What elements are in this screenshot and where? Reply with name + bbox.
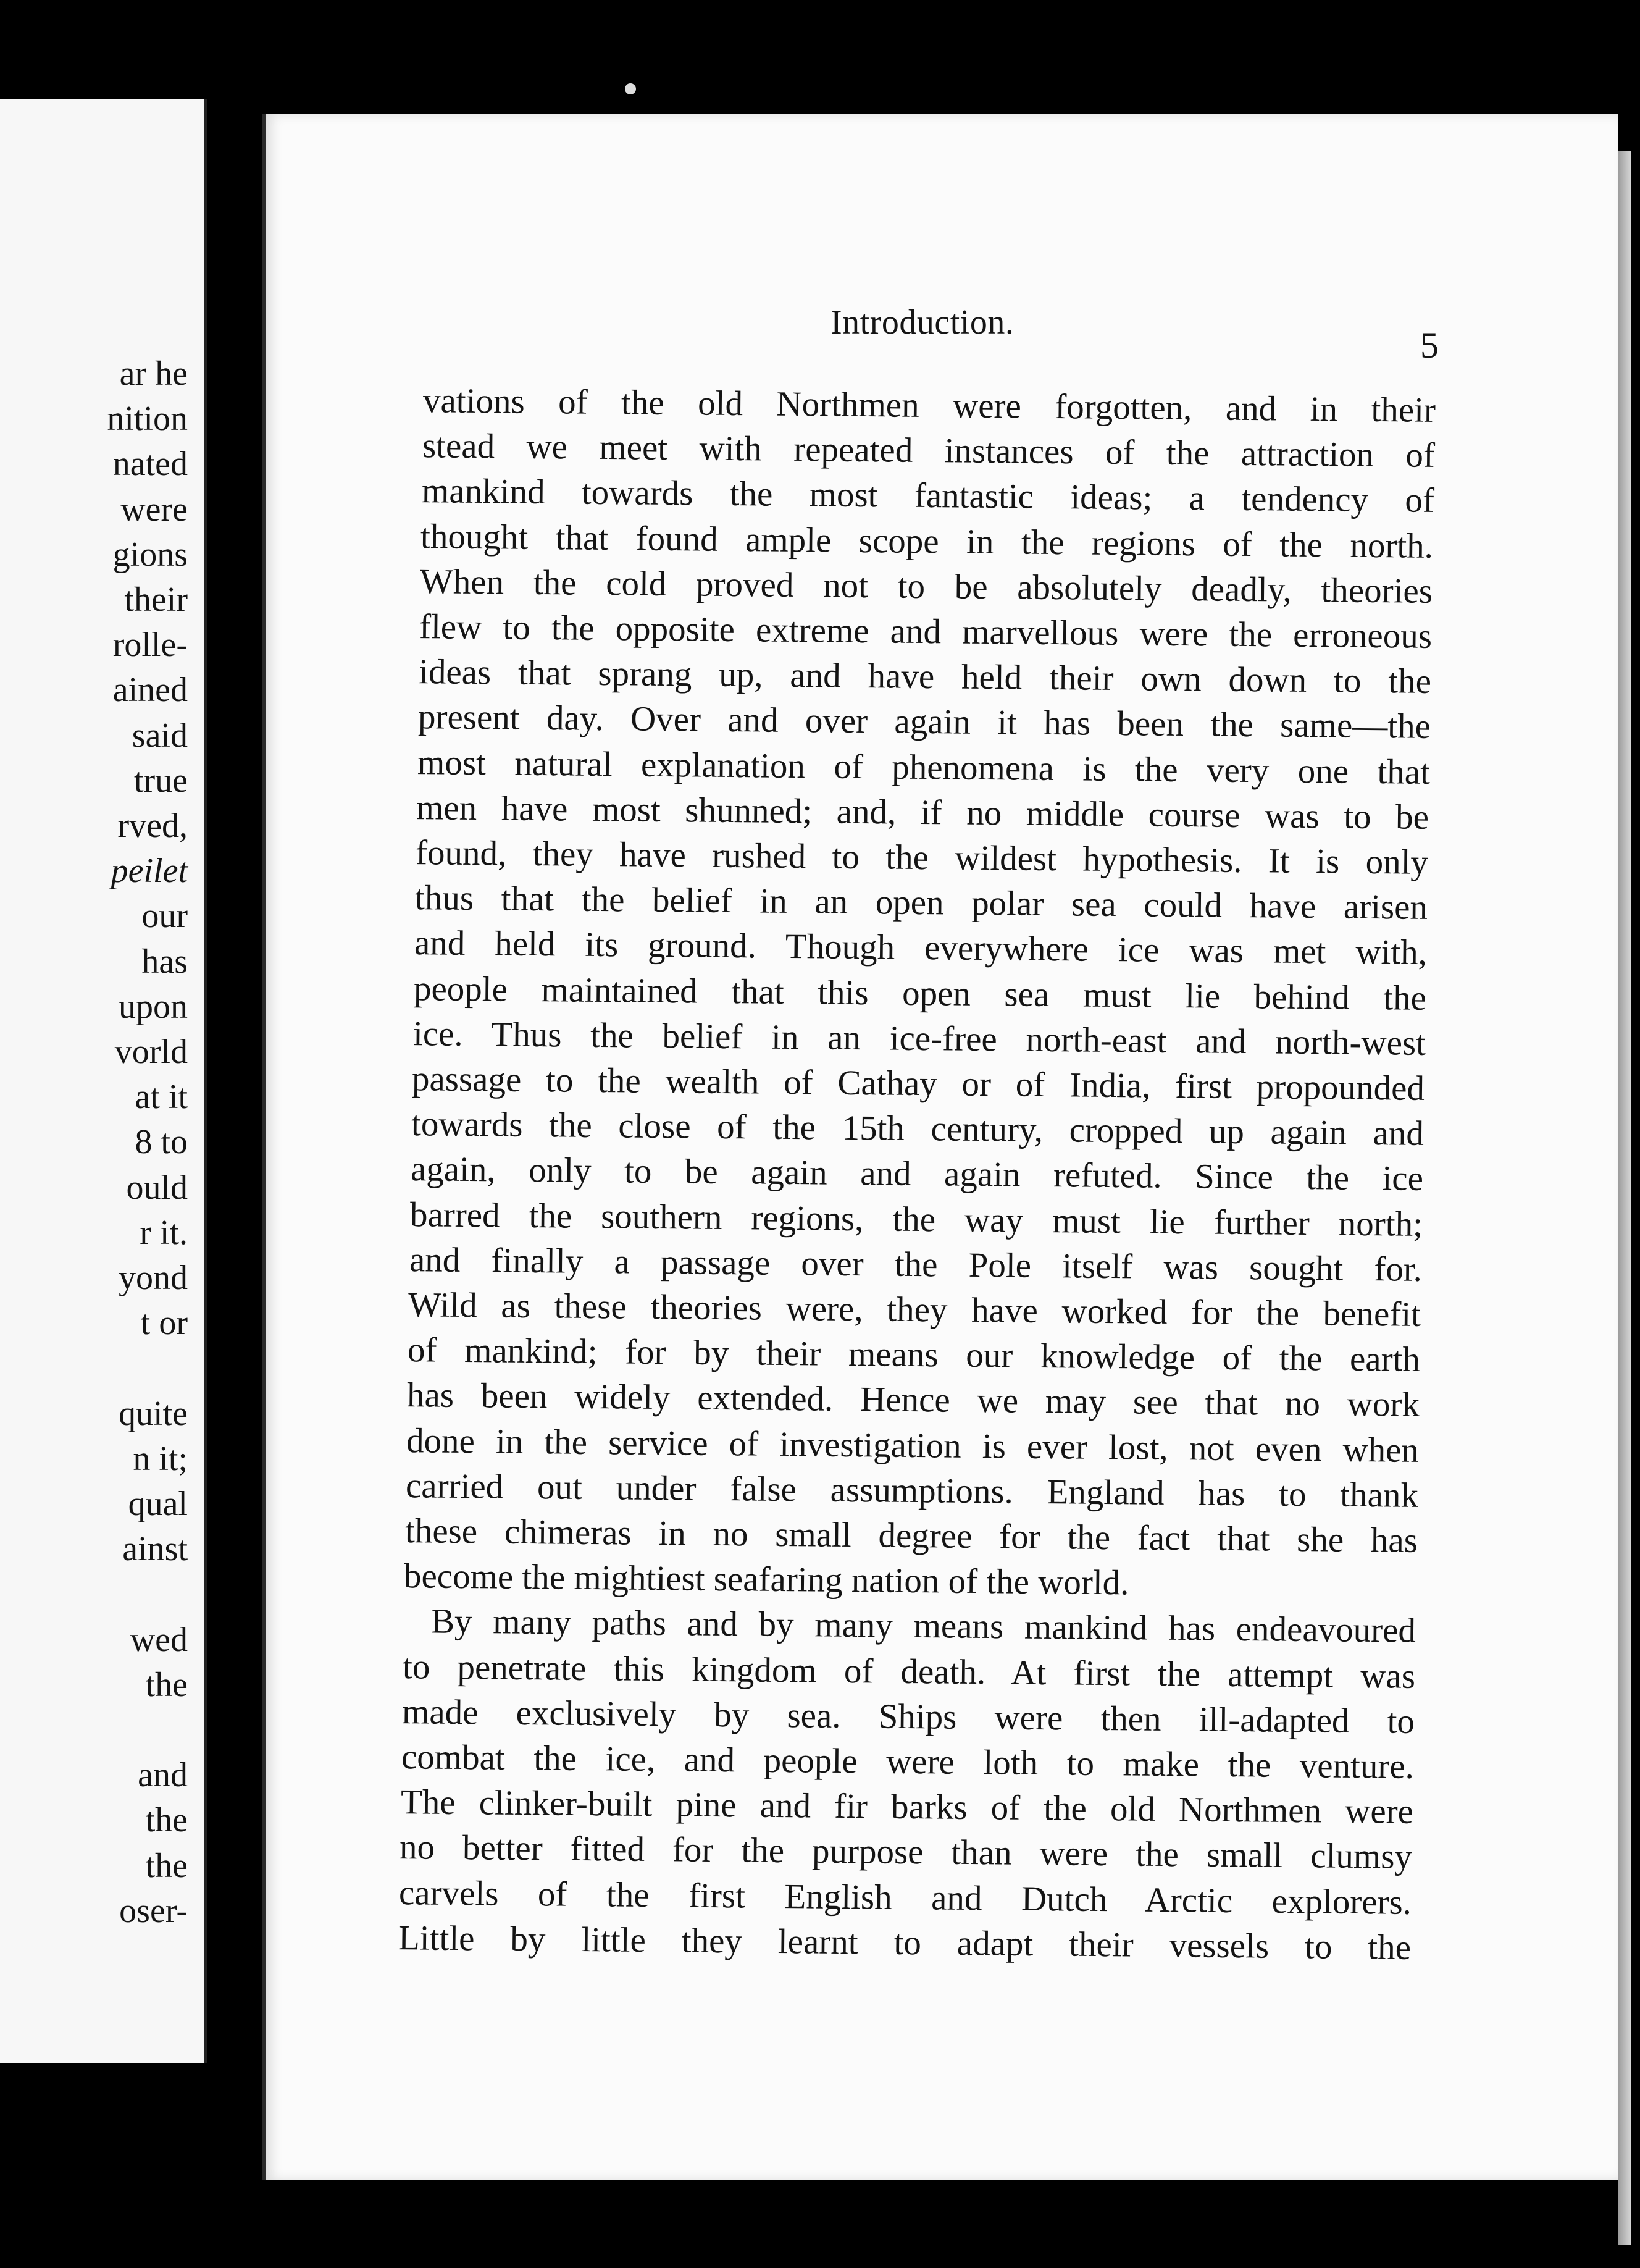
text-line: vations of the old Northmen were forgotten, and in their (422, 381, 1436, 430)
text-line: found, they have rushed to the wildest hypothesis. It is only (415, 833, 1429, 882)
text-line: and finally a passage over the Pole itself was sought for. (409, 1240, 1422, 1289)
text-line: and held its ground. Though everywhere ice was met with, (414, 923, 1428, 973)
left-page-fragment: the (145, 1665, 188, 1704)
left-page-fragment: ar he (119, 355, 188, 393)
left-page-fragment: their (124, 581, 188, 619)
left-page-fragment: n it; (133, 1439, 188, 1478)
text-line: men have most shunned; and, if no middle course was to be (416, 788, 1429, 837)
left-page-fragment: and (138, 1756, 188, 1795)
text-line: ice. Thus the belief in an ice-free north-east and north-west (412, 1014, 1426, 1063)
left-page-fragment: oser- (119, 1891, 188, 1930)
text-line: made exclusively by sea. Ships were then ill-adapted to (401, 1692, 1415, 1741)
left-page-fragment: nated (112, 445, 188, 484)
left-page (0, 99, 207, 2063)
text-line: thought that found ample scope in the regions of the north. (420, 516, 1434, 566)
text-line: stead we meet with repeated instances of the attraction of (422, 426, 1436, 476)
left-page-fragment: upon (119, 987, 188, 1026)
text-line: towards the close of the 15th century, cropped up again and (411, 1104, 1425, 1154)
text-line: most natural explanation of phenomena is the very one that (417, 742, 1430, 792)
text-line: The clinker-built pine and fir barks of the old Northmen were (400, 1783, 1413, 1832)
left-page-fragment: true (133, 761, 188, 800)
left-page-fragment: ainst (122, 1530, 188, 1569)
left-page-fragment: quite (119, 1394, 188, 1433)
text-line: become the mightiest seafaring nation of the world. (404, 1556, 1130, 1603)
text-line: By many paths and by many means mankind has endeavoured (430, 1602, 1416, 1651)
page-number: 5 (1420, 325, 1439, 366)
left-page-fragment: rolle- (112, 626, 188, 665)
left-page-fragment: at it (135, 1078, 188, 1117)
left-page-fragment: yond (119, 1259, 188, 1297)
text-line: thus that the belief in an open polar sea could have arisen (414, 878, 1428, 928)
text-line: passage to the wealth of Cathay or of India, first propounded (412, 1059, 1425, 1108)
left-page-fragment: were (120, 490, 188, 529)
left-page-fragment: the (145, 1846, 188, 1885)
left-page-fragment: wed (130, 1620, 188, 1659)
text-line: mankind towards the most fantastic ideas; a tendency of (421, 471, 1434, 521)
left-page-fragment: t or (140, 1304, 188, 1343)
text-line: again, only to be again and again refuted. Since the ice (410, 1149, 1424, 1199)
left-page-fragment: our (141, 897, 188, 936)
left-page-fragment: ained (112, 671, 188, 710)
left-page-fragment: 8 to (135, 1123, 188, 1162)
text-line: Wild as these theories were, they have worked for the benefit (408, 1285, 1421, 1334)
left-page-fragment: the (145, 1801, 188, 1840)
left-page-fragment: has (141, 942, 188, 981)
text-line: of mankind; for by their means our knowledge of the earth (408, 1330, 1421, 1380)
left-page-fragment: gions (112, 535, 188, 574)
text-line: these chimeras in no small degree for the fact that she has (404, 1511, 1418, 1560)
left-page-fragment: said (132, 716, 188, 755)
text-line: people maintained that this open sea must lie behind the (413, 968, 1426, 1018)
text-line: done in the service of investigation is ever lost, not even when (406, 1421, 1420, 1470)
left-page-fragment: ould (126, 1168, 188, 1207)
text-line: to penetrate this kingdom of death. At first the attempt was (402, 1647, 1416, 1696)
left-page-fragment: peilet (111, 852, 188, 891)
left-page-fragment: vorld (114, 1033, 188, 1071)
text-line: no better fitted for the purpose than were the small clumsy (400, 1828, 1413, 1877)
scan-speck (625, 83, 636, 94)
left-page-fragment: qual (128, 1485, 188, 1523)
left-page-fragment: nition (107, 400, 188, 439)
text-line: When the cold proved not to be absolutely deadly, theories (420, 561, 1433, 611)
text-line: carried out under false assumptions. England has to thank (405, 1466, 1419, 1515)
text-line: ideas that sprang up, and have held their own down to the (418, 652, 1432, 702)
left-page-fragment: rved, (117, 807, 188, 845)
text-line: carvels of the first English and Dutch Arctic explorers. (398, 1873, 1412, 1922)
running-head: Introduction. (830, 303, 1015, 342)
text-line: combat the ice, and people were loth to make the venture. (401, 1737, 1414, 1786)
text-line: flew to the opposite extreme and marvellous were the erroneous (419, 607, 1433, 656)
left-page-fragment: r it. (140, 1213, 188, 1252)
right-page (262, 114, 1618, 2180)
text-line: barred the southern regions, the way must lie further north; (409, 1195, 1423, 1244)
text-line: present day. Over and over again it has been the same—the (417, 697, 1431, 747)
text-line: Little by little they learnt to adapt their vessels to the (398, 1918, 1412, 1967)
text-line: has been widely extended. Hence we may see that no work (406, 1376, 1420, 1425)
